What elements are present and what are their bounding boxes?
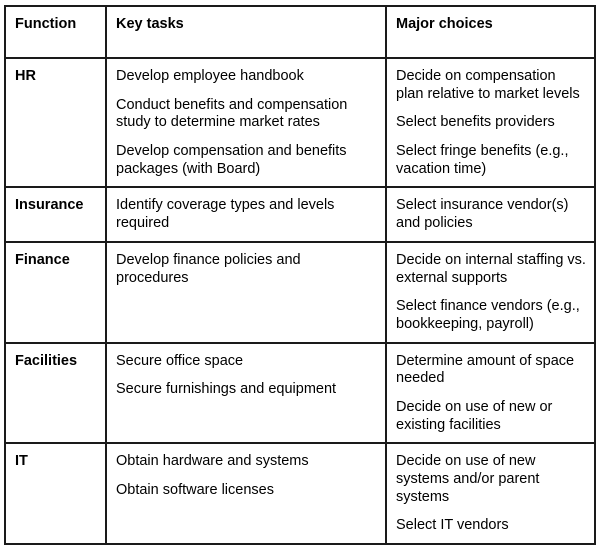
major-choices-cell (386, 343, 595, 444)
task-item: Identify coverage types and levels required (116, 197, 335, 232)
function-name-cell: Insurance (5, 187, 106, 241)
functions-tasks-choices-table (4, 5, 596, 545)
task-item: Develop employee handbook (116, 68, 304, 84)
key-tasks-cell (106, 242, 386, 343)
choice-item: Select insurance vendor(s) and policies (396, 197, 569, 232)
choice-item: Decide on use of new systems and/or parent systems (396, 453, 540, 505)
table-row (5, 58, 595, 187)
task-item: Conduct benefits and compensation study to determine market rates (116, 96, 348, 131)
table-row (5, 187, 595, 241)
key-tasks-cell (106, 343, 386, 444)
column-header-key-tasks: Key tasks (106, 6, 386, 58)
choice-item: Decide on use of new or existing facilities (396, 398, 553, 433)
major-choices-cell (386, 443, 595, 544)
choice-item: Select IT vendors (396, 517, 509, 534)
column-header-major-choices: Major choices (386, 6, 595, 58)
column-header-function: Function (5, 6, 106, 58)
choice-item: Select fringe benefits (e.g., vacation time) (396, 143, 569, 177)
table-row (5, 343, 595, 444)
choice-item: Select benefits providers (396, 114, 555, 131)
table-header-row (5, 6, 595, 58)
key-tasks-cell (106, 187, 386, 241)
key-tasks-cell (106, 443, 386, 544)
task-item: Develop compensation and benefits packages (with Board) (116, 143, 347, 177)
task-item: Secure office space (116, 352, 244, 369)
major-choices-cell (386, 58, 595, 187)
table-row (5, 242, 595, 343)
function-name-cell: IT (5, 443, 106, 544)
function-name-cell: HR (5, 58, 106, 187)
choice-item: Determine amount of space needed (396, 352, 575, 387)
major-choices-cell (386, 242, 595, 343)
choice-item: Select finance vendors (e.g., bookkeeping, payroll) (396, 298, 580, 332)
task-item: Secure furnishings and equipment (116, 381, 337, 398)
function-name-cell: Facilities (5, 343, 106, 444)
task-item: Obtain software licenses (116, 482, 274, 498)
task-item: Develop finance policies and procedures (116, 251, 301, 286)
choice-item: Decide on internal staffing vs. external supports (396, 251, 586, 286)
choice-item: Decide on compensation plan relative to market levels (396, 68, 580, 102)
functions-table-container (4, 5, 594, 534)
function-name-cell: Finance (5, 242, 106, 343)
task-item: Obtain hardware and systems (116, 453, 309, 470)
table-row (5, 443, 595, 544)
key-tasks-cell (106, 58, 386, 187)
major-choices-cell (386, 187, 595, 241)
